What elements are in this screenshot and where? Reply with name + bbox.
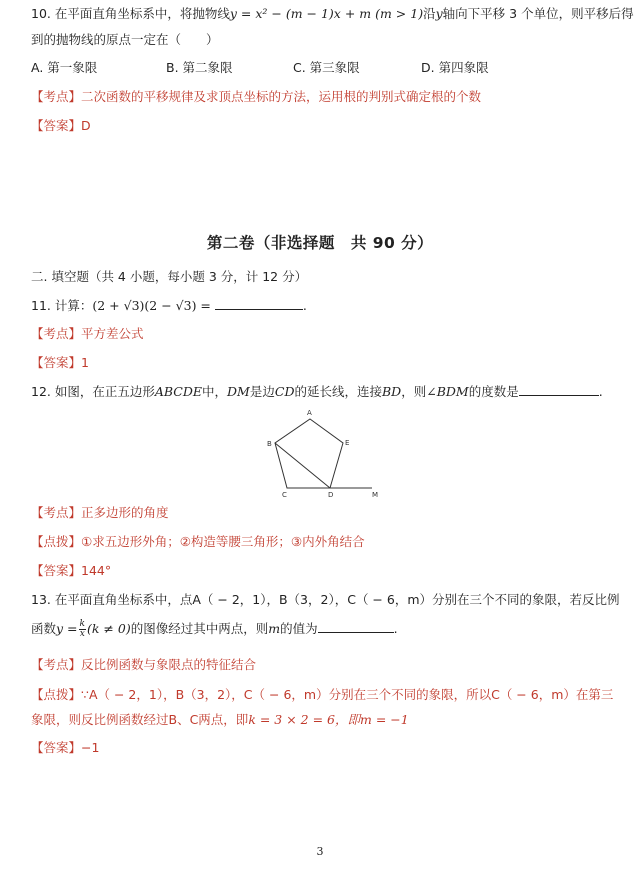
q12-pentagon-name: ABCDE — [154, 384, 203, 399]
q13-suffix: . — [393, 621, 398, 636]
q12-text-a: 12. 如图，在正五边形 — [31, 384, 155, 399]
label-a: A — [307, 409, 312, 417]
q12-kaodian: 【考点】正多边形的角度 — [31, 505, 169, 520]
q12-text-d: 的延长线，连接 — [294, 384, 382, 399]
q10-option-a: A. 第一象限 — [31, 60, 98, 75]
q13-answer: 【答案】−1 — [31, 740, 100, 755]
q13-frac-num: k — [79, 619, 85, 629]
q13-dianbo-math: k = 3 × 2 = 6，即m = −1 — [248, 712, 409, 727]
q11-suffix: . — [302, 298, 307, 313]
q13-line2 — [31, 619, 398, 639]
q13-kaodian: 【考点】反比例函数与象限点的特征结合 — [31, 657, 257, 672]
page-number: 3 — [316, 845, 324, 858]
q12-dianbo: 【点拨】①求五边形外角；②构造等腰三角形；③内外角结合 — [31, 534, 365, 549]
q11-answer: 【答案】1 — [31, 355, 89, 370]
q13-frac-den: x — [79, 629, 85, 639]
q13-text-a: 函数 — [31, 621, 57, 636]
q12-dm: DM — [227, 384, 250, 399]
q12-text-c: 是边 — [249, 384, 275, 399]
q13-y-equals: y = — [56, 621, 78, 636]
q11-expression: (2 + √3)(2 − √3) = — [92, 298, 211, 313]
q10-axis-y: y — [435, 6, 443, 21]
label-c: C — [282, 491, 287, 499]
label-d: D — [328, 491, 334, 499]
q10-line2: 到的抛物线的原点一定在（ ） — [31, 32, 219, 47]
q13-text-c: 的值为 — [280, 621, 318, 636]
q12-angle: ∠BDM — [426, 384, 469, 399]
label-m: M — [372, 491, 379, 499]
q10-answer: 【答案】D — [31, 118, 91, 133]
pentagon-abcde — [275, 419, 343, 488]
section-title: 第二卷（非选择题 共 90 分） — [206, 234, 434, 252]
q12-text-f: 的度数是 — [468, 384, 519, 399]
label-e: E — [345, 439, 350, 447]
q13-text-b: 的图像经过其中两点，则 — [130, 621, 269, 636]
q13-condition: (k ≠ 0) — [87, 621, 131, 636]
q10-parabola-formula: y = x² − (m − 1)x + m (m > 1) — [229, 6, 424, 21]
q13-line1: 13. 在平面直角坐标系中，点A（ − 2，1），B（3，2），C（ − 6，m）分别在三个不同的象限，若反比例 — [31, 592, 620, 607]
q10-option-c: C. 第三象限 — [293, 60, 360, 75]
q13-m: m — [268, 621, 281, 636]
q11-kaodian: 【考点】平方差公式 — [31, 326, 144, 341]
section-subtitle: 二. 填空题（共 4 小题，每小题 3 分，计 12 分） — [31, 269, 308, 284]
q10-option-b: B. 第二象限 — [166, 60, 233, 75]
q13-dianbo-text: 象限，则反比例函数经过B、C两点，即 — [31, 712, 249, 727]
segment-bd — [275, 443, 330, 488]
q10-text-b: 沿 — [423, 6, 436, 21]
q10-text: 10. 在平面直角坐标系中，将抛物线 — [31, 6, 230, 21]
q10-kaodian: 【考点】二次函数的平移规律及求顶点坐标的方法，运用根的判别式确定根的个数 — [31, 89, 482, 104]
q12-suffix: . — [598, 384, 603, 399]
q12-cd: CD — [274, 384, 295, 399]
q10-option-d: D. 第四象限 — [421, 60, 489, 75]
q13-dianbo-line2 — [31, 710, 409, 730]
q13-answer-blank — [318, 619, 394, 633]
q12-bd: BD — [381, 384, 402, 399]
q10-text-c: 轴向下平移 3 个单位，则平移后得 — [442, 6, 634, 21]
label-b: B — [267, 440, 272, 448]
q12-answer: 【答案】144° — [31, 563, 112, 578]
q12-text-b: 中， — [202, 384, 228, 399]
q11-prefix: 11. 计算： — [31, 298, 93, 313]
q13-dianbo-line1: 【点拨】∵A（ − 2，1），B（3，2），C（ − 6，m）分别在三个不同的象限，所以C（ − 6，m）在第三 — [31, 687, 614, 702]
q12-text-e: ，则 — [401, 384, 427, 399]
q13-fraction — [79, 620, 86, 639]
